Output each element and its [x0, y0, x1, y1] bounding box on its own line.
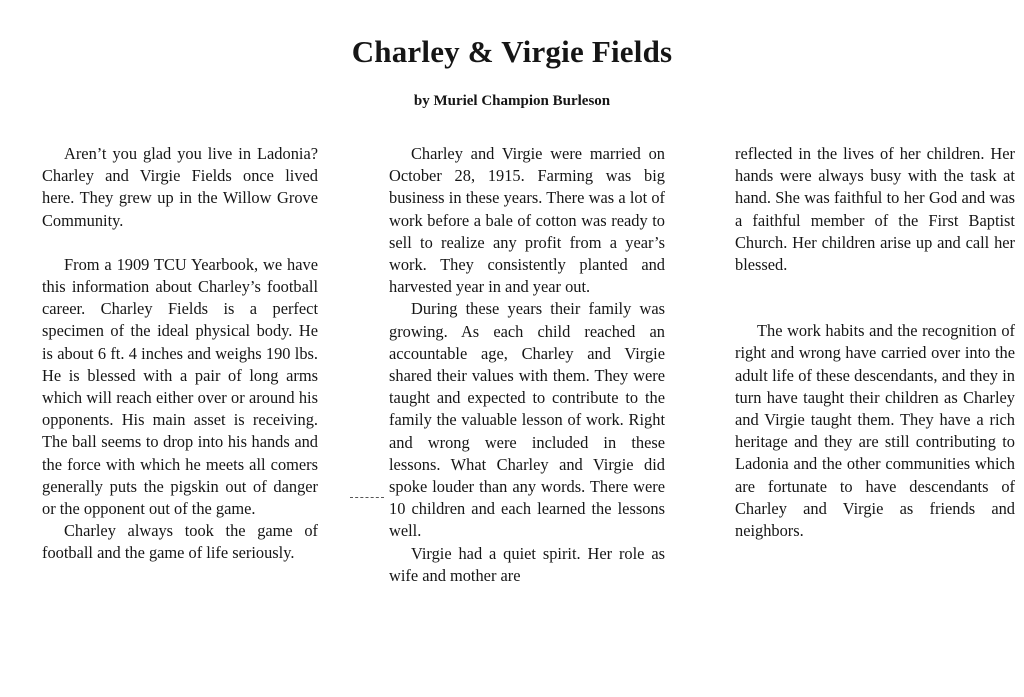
paragraph: Virgie had a quiet spirit. Her role as wife and mother are	[389, 543, 665, 585]
article-column-1	[42, 143, 318, 565]
article-title: Charley & Virgie Fields	[351, 34, 673, 69]
scan-smudge-mark	[350, 497, 384, 500]
paragraph: The work habits and the recognition of right and wrong have carried over into the adult life of these descendants, and they in turn have taught their children as Charley and Virgie taught them. They have a rich heritage and they are still contributing to Ladonia and the other communities which are fortunate to have descendants of Charley and Virgie as friends and neighbors.	[735, 321, 1015, 541]
article-byline: by Muriel Champion Burleson	[413, 93, 611, 109]
article-column-2	[389, 143, 665, 587]
paragraph: From a 1909 TCU Yearbook, we have this information about Charley’s football career. Charley Fields is a perfect specimen of the ideal physical body. He is about 6 ft. 4 inches and weighs 190 lbs. He is blessed with a pair of long arms which will reach either over or around his opponents. His main asset is receiving. The ball seems to drop into his hands and the force with which he meets all comers generally puts the pigskin out of danger or the opponent out of the game.	[42, 254, 318, 519]
article-column-3	[735, 143, 1015, 542]
paragraph: During these years their family was growing. As each child reached an accountable age, Charley and Virgie shared their values with them. They were taught and expected to contribute to the family the valuable lesson of work. Right and wrong were included in these lessons. What Charley and Virgie did spoke louder than any words. There were 10 children and each learned the lessons well.	[389, 299, 665, 541]
paragraph: reflected in the lives of her children. Her hands were always busy with the task at hand. She was faithful to her God and was a faithful member of the First Baptist Church. Her children arise up and call her blessed.	[735, 144, 1015, 275]
paragraph: Charley and Virgie were married on October 28, 1915. Farming was big business in these years. There was a lot of work before a bale of cotton was ready to sell to realize any profit from a year’s work. They consistently planted and harvested year in and year out.	[389, 144, 665, 297]
paragraph: Charley always took the game of football and the game of life seriously.	[42, 521, 318, 563]
paragraph: Aren’t you glad you live in Ladonia? Charley and Virgie Fields once lived here. They grew up in the Willow Grove Community.	[42, 144, 318, 230]
